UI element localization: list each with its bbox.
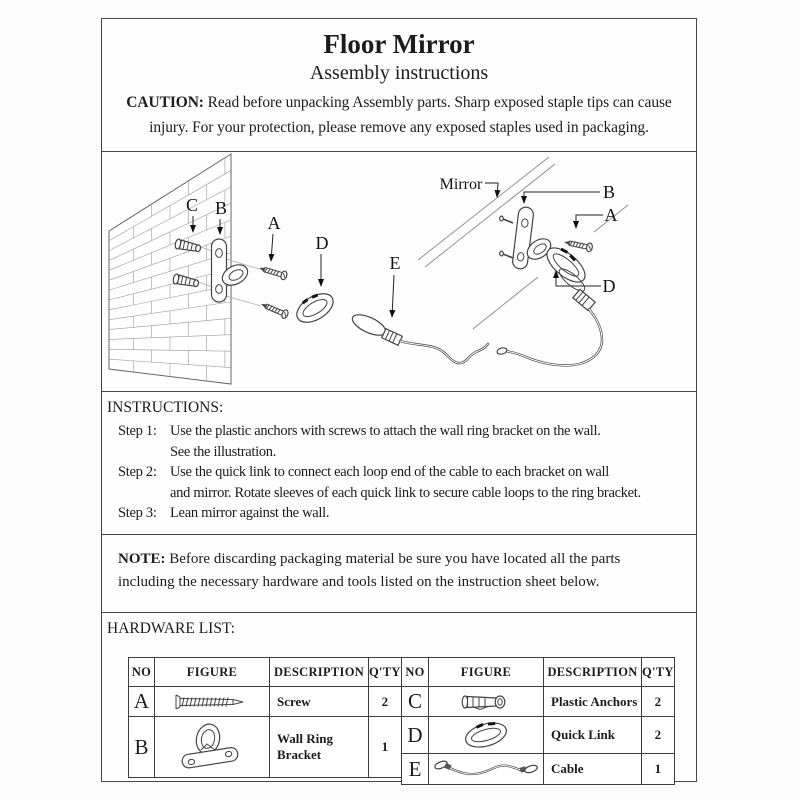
instructions-section — [102, 391, 696, 534]
hardware-section — [102, 612, 696, 781]
label-a-right: A — [604, 205, 618, 225]
label-b-left: B — [214, 198, 228, 218]
note-section — [102, 534, 696, 612]
hardware-heading: HARDWARE LIST: — [107, 620, 235, 637]
table-row-c: C Plastic Anchors 2 — [402, 687, 675, 717]
screw-right — [563, 238, 593, 253]
label-b-right: B — [602, 182, 616, 202]
table-row-a: A Screw 2 — [129, 687, 402, 717]
cable-left — [350, 311, 488, 364]
label-a-left: A — [267, 213, 281, 233]
assembly-diagram — [102, 152, 698, 390]
label-d-left: D — [315, 233, 329, 253]
wall-ring-bracket-figure — [177, 722, 247, 772]
document-border — [101, 18, 697, 782]
screw-left-1 — [258, 264, 288, 281]
label-e: E — [389, 253, 401, 273]
label-d-right: D — [602, 276, 616, 296]
caution-paragraph — [112, 90, 686, 140]
step-2: Step 2: Use the quick link to connect each loop end of the cable to each bracket on wall and mirror. Rotate sleeves of each quick link to secure cable loops to the ring bracket. — [118, 464, 641, 501]
label-c: C — [185, 195, 199, 215]
hardware-table-left — [128, 657, 402, 778]
cable-sleeve-right — [573, 289, 595, 310]
caution-line-2: injury. For your protection, please remove any exposed staples used in packaging. — [149, 119, 649, 136]
page-title: Floor Mirror — [323, 29, 475, 59]
note-label: NOTE: — [118, 551, 166, 567]
instructions-heading: INSTRUCTIONS: — [107, 399, 224, 416]
table-row-d: D Quick Link 2 — [402, 717, 675, 754]
page-subtitle: Assembly instructions — [309, 62, 489, 84]
table-row-e: E Cable 1 — [402, 754, 675, 785]
table-header-row: NO FIGURE DESCRIPTION Q'TY — [402, 658, 675, 687]
hardware-table-right — [401, 657, 675, 785]
table-header-row: NO FIGURE DESCRIPTION Q'TY — [129, 658, 402, 687]
title-section — [102, 19, 696, 151]
caution-line-1: CAUTION: Read before unpacking Assembly parts. Sharp exposed staple tips can cause — [126, 94, 672, 111]
plastic-anchor-figure — [458, 690, 514, 714]
step-3: Step 3: Lean mirror against the wall. — [118, 505, 330, 521]
cable-figure — [432, 756, 540, 782]
note-line-2: including the necessary hardware and tools listed on the instruction sheet below. — [118, 574, 600, 590]
step-1: Step 1: Use the plastic anchors with screws to attach the wall ring bracket on the wall. See the illustration. — [118, 423, 601, 460]
quick-link-left — [292, 288, 338, 328]
quick-link-figure — [455, 717, 517, 753]
cable-right — [506, 309, 602, 365]
instructions-steps — [118, 421, 696, 524]
caution-label: CAUTION: — [126, 94, 204, 111]
screw-figure — [173, 692, 251, 712]
mirror-label: Mirror — [439, 176, 483, 193]
screw-left-2 — [259, 300, 289, 319]
note-line-1: NOTE: Before discarding packaging material be sure you have located all the parts — [118, 551, 621, 567]
note-paragraph — [118, 548, 680, 594]
assembly-diagram-section — [102, 151, 696, 391]
table-row-b: B Wall Ring Bracket 1 — [129, 717, 402, 778]
